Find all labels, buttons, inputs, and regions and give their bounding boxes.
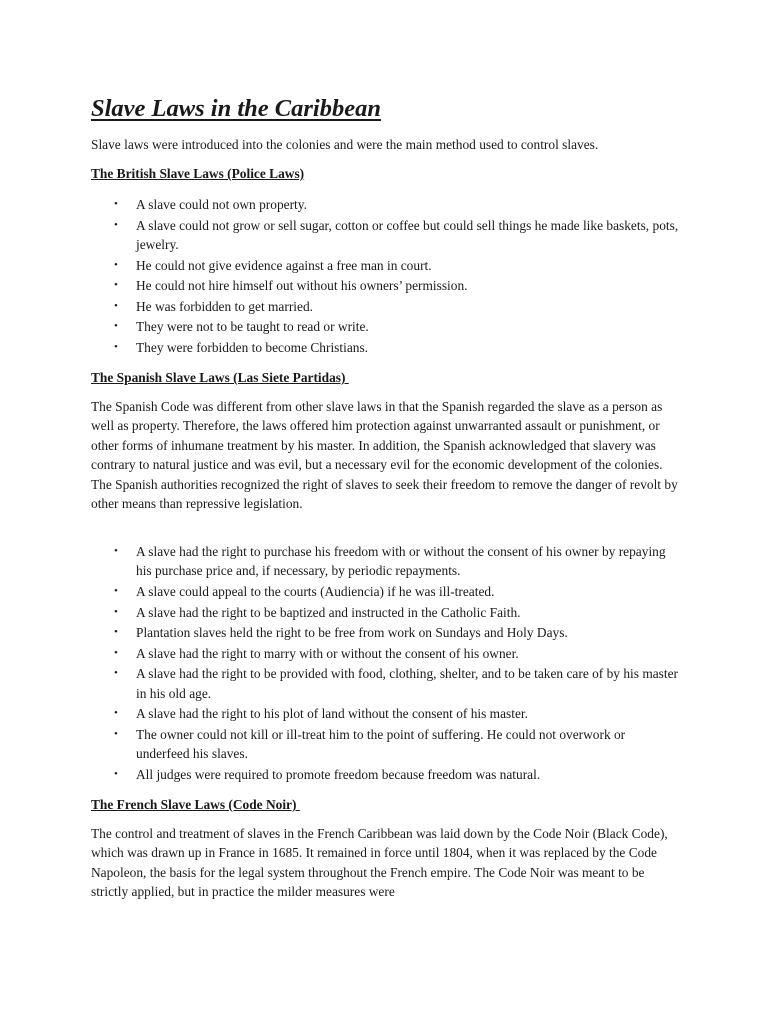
spanish-laws-list <box>91 542 681 786</box>
bullet-icon: • <box>114 320 118 333</box>
bullet-icon: • <box>114 218 118 231</box>
list-item <box>91 603 681 622</box>
list-item-text: A slave had the right to be provided with food, clothing, shelter, and to be taken care of by his master in his old age. <box>136 666 679 701</box>
bullet-icon: • <box>114 626 118 639</box>
bullet-icon: • <box>114 605 118 618</box>
list-item <box>91 338 681 357</box>
bullet-icon: • <box>114 667 118 680</box>
list-item <box>91 765 681 784</box>
bullet-icon: • <box>114 767 118 780</box>
bullet-icon: • <box>114 299 118 312</box>
list-item-text: The owner could not kill or ill-treat him to the point of suffering. He could not overwork or underfeed his slaves. <box>136 726 626 762</box>
bullet-icon: • <box>114 585 118 597</box>
list-item-text: A slave had the right to marry with or without the consent of his owner. <box>136 645 519 661</box>
list-item <box>91 216 681 255</box>
list-item-text: A slave could not own property. <box>136 197 307 212</box>
list-item-text: All judges were required to promote freedom because freedom was natural. <box>136 766 541 782</box>
bullet-icon: • <box>114 646 118 659</box>
list-item <box>91 623 681 642</box>
list-item <box>91 317 681 336</box>
document-title: Slave Laws in the Caribbean <box>91 95 381 122</box>
list-item <box>91 195 681 214</box>
list-item-text: They were not to be taught to read or write. <box>136 319 369 335</box>
list-item-text: He was forbidden to get married. <box>136 298 313 314</box>
list-item <box>91 582 681 601</box>
section-heading-british: The British Slave Laws (Police Laws) <box>91 166 305 181</box>
british-laws-list <box>91 195 681 359</box>
list-item-text: A slave had the right to purchase his freedom with or without the consent of his owner by repaying his purchase price and, if necessary, by periodic repayments. <box>136 544 666 579</box>
section-heading-spanish: The Spanish Slave Laws (Las Siete Partidas) <box>91 370 349 385</box>
list-item <box>91 644 681 663</box>
french-paragraph: The control and treatment of slaves in the French Caribbean was laid down by the Code Noir (Black Code), which was drawn up in France in 1685. It remained in force until 1804, when it was replaced by the Code Napoleon, the basis for the legal system throughout the French empire. The Code Noir was meant to be strictly applied, but in practice the milder measures were <box>91 826 668 900</box>
list-item-text: A slave had the right to be baptized and instructed in the Catholic Faith. <box>136 604 521 620</box>
section-heading-french: The French Slave Laws (Code Noir) <box>91 797 300 812</box>
bullet-icon: • <box>114 258 118 271</box>
bullet-icon: • <box>114 198 118 210</box>
list-item <box>91 276 681 295</box>
list-item <box>91 704 681 723</box>
list-item-text: A slave could not grow or sell sugar, cotton or coffee but could sell things he made like baskets, pots, jewelry. <box>136 217 679 252</box>
list-item <box>91 256 681 275</box>
list-item-text: He could not hire himself out without his owners’ permission. <box>136 278 468 294</box>
bullet-icon: • <box>114 707 118 720</box>
list-item-text: They were forbidden to become Christians. <box>136 339 369 355</box>
list-item-text: A slave had the right to his plot of land without the consent of his master. <box>136 706 528 722</box>
bullet-icon: • <box>114 279 118 292</box>
bullet-icon: • <box>114 727 118 740</box>
bullet-icon: • <box>114 545 118 557</box>
list-item-text: Plantation slaves held the right to be free from work on Sundays and Holy Days. <box>136 625 568 641</box>
list-item <box>91 725 681 764</box>
list-item <box>91 297 681 316</box>
bullet-icon: • <box>114 340 118 353</box>
intro-paragraph: Slave laws were introduced into the colonies and were the main method used to control slaves. <box>91 137 599 152</box>
spanish-paragraph: The Spanish Code was different from other slave laws in that the Spanish regarded the slave as a person as well as property. Therefore, the laws offered him protection against unwarranted assault or punishment, or other forms of inhumane treatment by his master. In addition, the Spanish acknowledged that slavery was contrary to natural justice and was evil, but a necessary evil for the economic development of the colonies. The Spanish authorities recognized the right of slaves to seek their freedom to remove the danger of revolt by other means than repressive legislation. <box>91 399 678 512</box>
list-item <box>91 664 681 703</box>
list-item-text: He could not give evidence against a free man in court. <box>136 257 432 273</box>
list-item-text: A slave could appeal to the courts (Audiencia) if he was ill-treated. <box>136 584 495 599</box>
list-item <box>91 542 681 581</box>
